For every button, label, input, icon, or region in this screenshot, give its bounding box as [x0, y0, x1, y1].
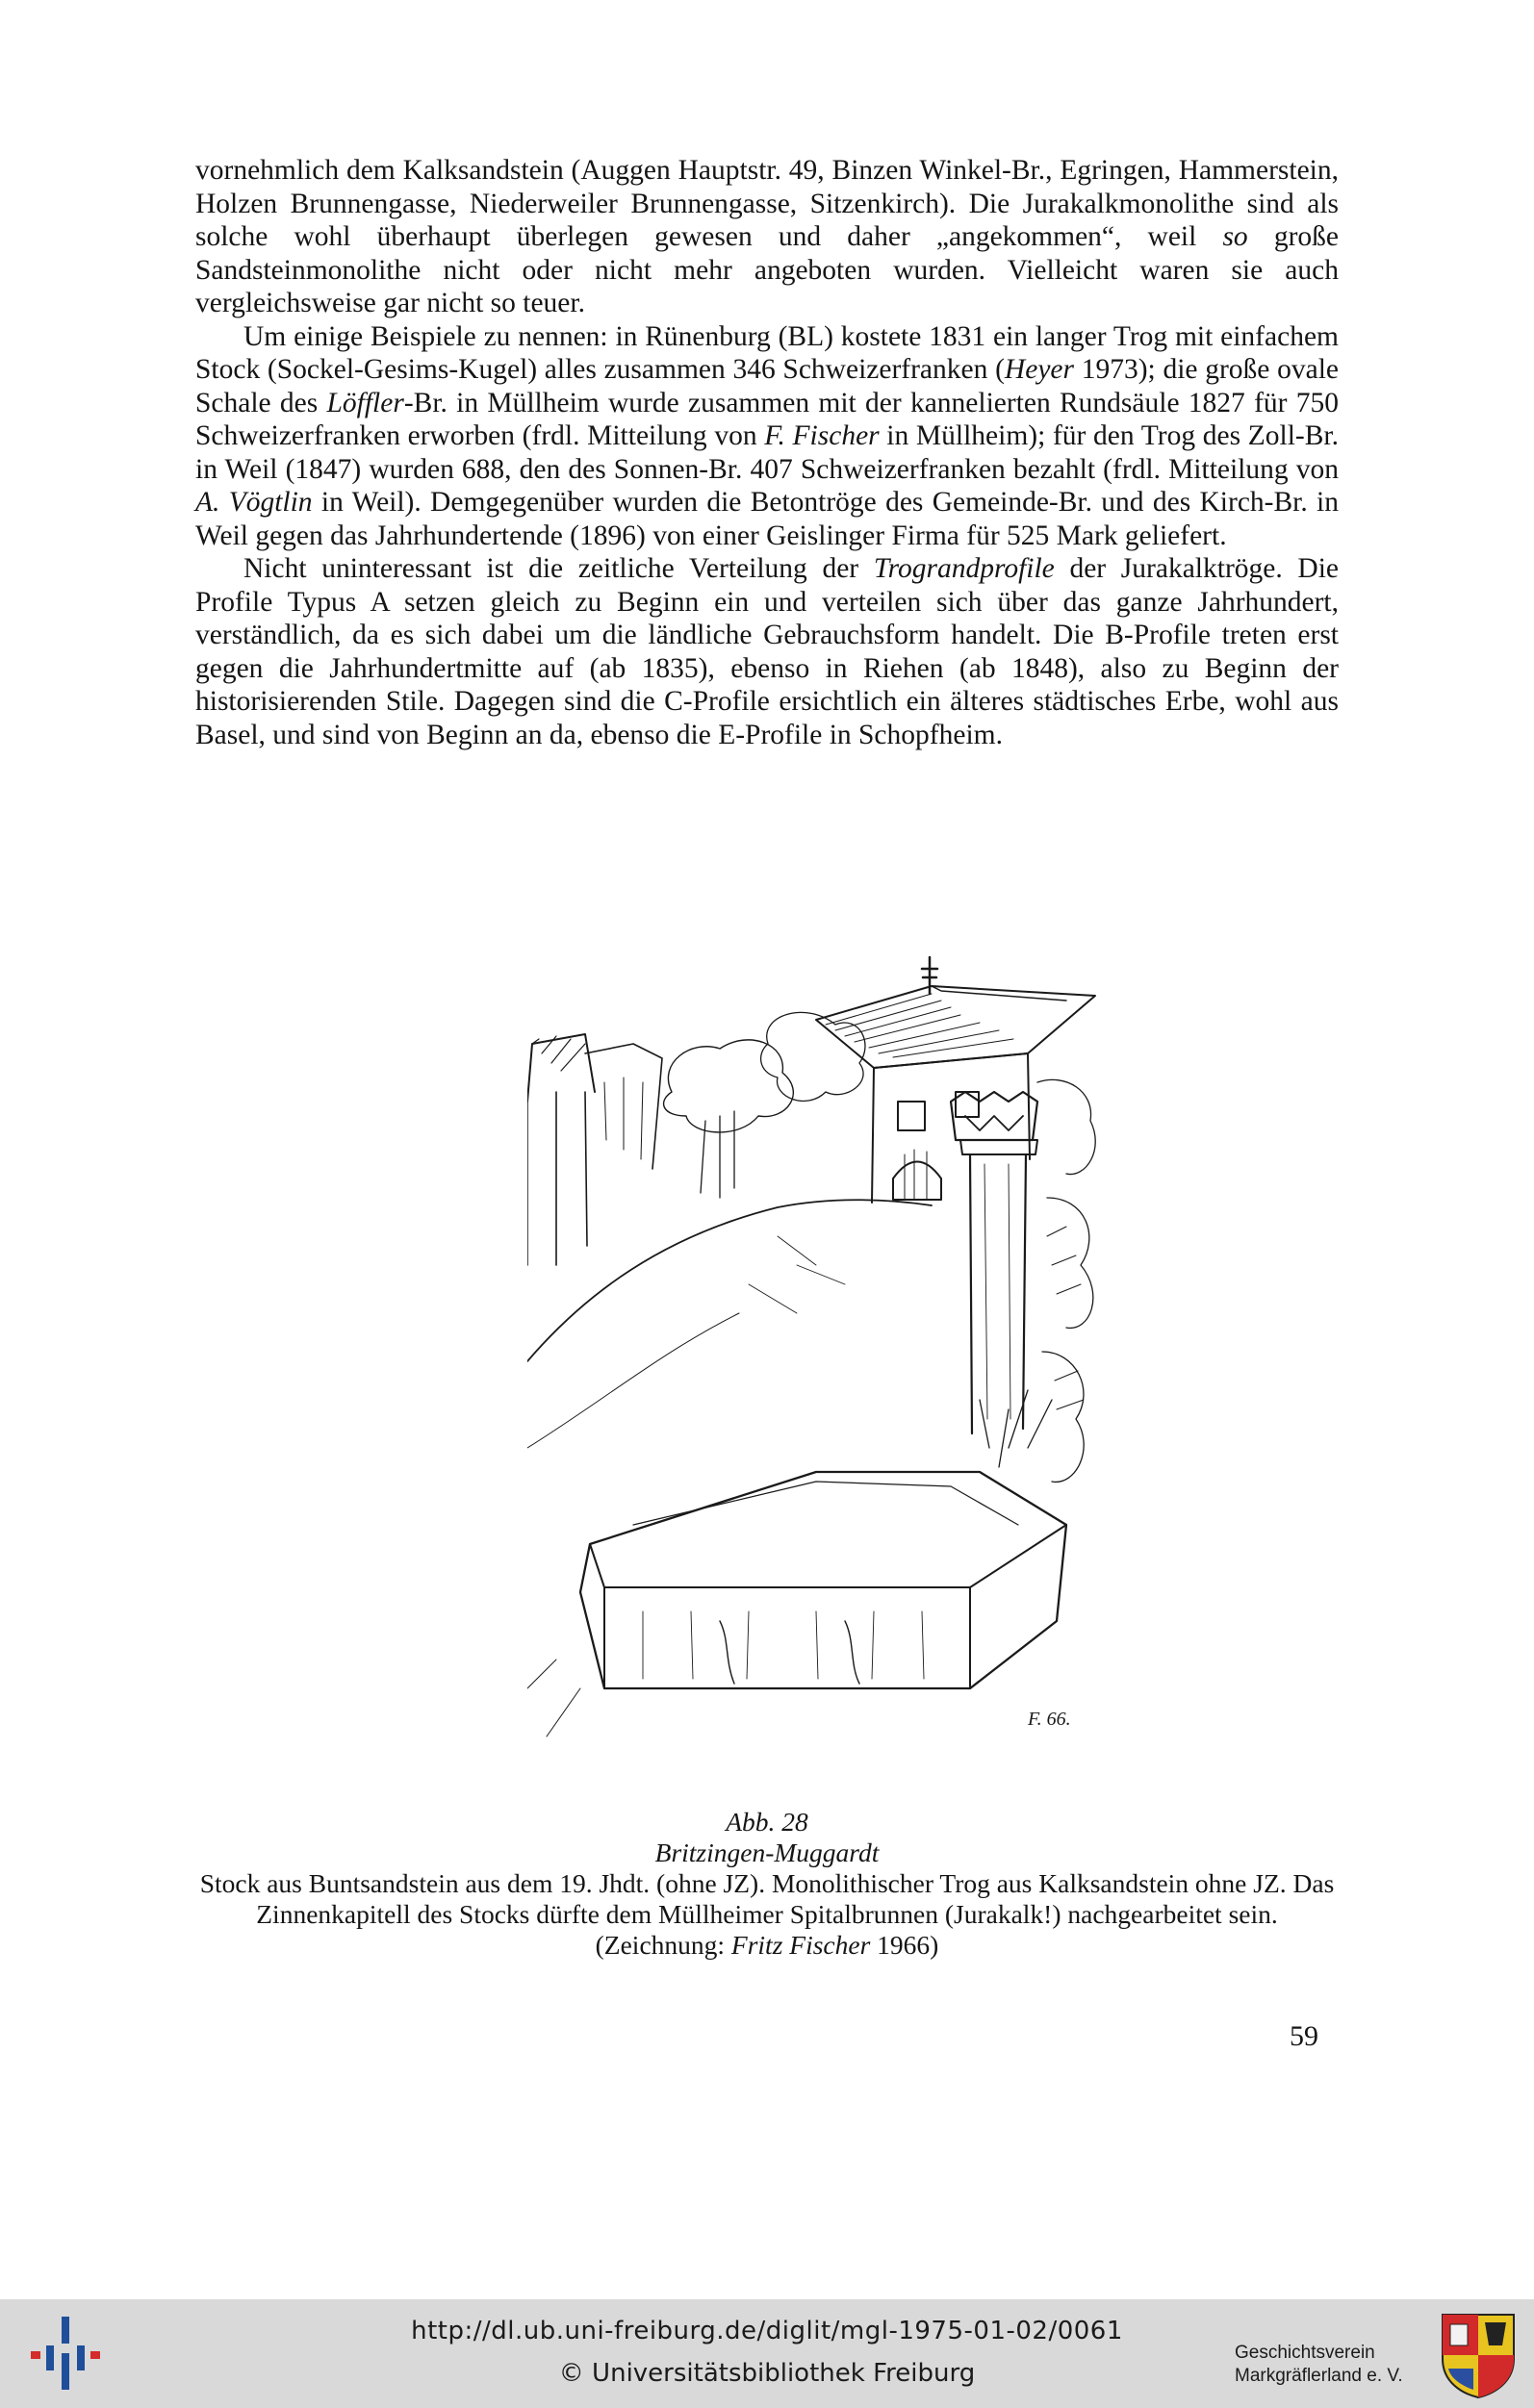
figure-credit: (Zeichnung: Fritz Fischer 1966)	[595, 1930, 939, 1960]
paragraph-2: Um einige Beispiele zu nennen: in Rünenburg (BL) kostete 1831 ein langer Trog mit einfachem Stock (Sockel-Gesims-Kugel) alles zusammen 346 Schweizerfranken (Heyer 1973); die große ovale Schale des Löffler-Br. in Müllheim wurde zusammen mit der kannelierten Rundsäule 1827 für 750 Schweizerfranken erworben (frdl. Mitteilung von F. Fischer in Müllheim); für den Trog des Zoll-Br. in Weil (1847) wurden 688, den des Sonnen-Br. 407 Schweizerfranken bezahlt (frdl. Mitteilung von A. Vögtlin in Weil). Demgegenüber wurden die Betontröge des Gemeinde-Br. und des Kirch-Br. in Weil gegen das Jahrhundertende (1896) von einer Geislinger Firma für 525 Mark geliefert.	[195, 320, 1339, 551]
figure-caption	[195, 1807, 1339, 1961]
artist-signature: F. 66.	[1028, 1709, 1071, 1730]
figure-description: Stock aus Buntsandstein aus dem 19. Jhdt. (ohne JZ). Monolithischer Trog aus Kalksandstein ohne JZ. Das Zinnenkapitell des Stocks dürfte dem Müllheimer Spitalbrunnen (Jurakalk!) nachgearbeitet sein.	[199, 1868, 1335, 1929]
society-name: Geschichtsverein Markgräflerland e. V.	[1235, 2343, 1403, 2386]
coat-of-arms-icon	[1439, 2311, 1518, 2399]
body-text	[195, 154, 1339, 751]
paragraph-3: Nicht uninteressant ist die zeitliche Verteilung der Trograndprofile der Jurakalktröge. Die Profile Typus A setzen gleich zu Beginn ein und verteilen sich über das ganze Jahrhundert, verständlich, da es sich dabei um die ländliche Gebrauchsform handelt. Die B-Profile treten erst gegen die Jahrhundertmitte auf (ab 1835), ebenso in Riehen (ab 1848), also zu Beginn der historisierenden Stile. Dagegen sind die C-Profile ersichtlich ein älteres städtisches Erbe, wohl aus Basel, und sind von Beginn an da, ebenso die E-Profile in Schopfheim.	[195, 553, 1340, 750]
figure-number: Abb. 28	[726, 1807, 808, 1837]
paragraph-1: vornehmlich dem Kalksandstein (Auggen Hauptstr. 49, Binzen Winkel-Br., Egringen, Hammerstein, Holzen Brunnengasse, Niederweiler Brunnengasse, Sitzenkirch). Die Jurakalkmonolithe sind als solche wohl überhaupt überlegen gewesen und daher „angekommen“, weil so große Sandsteinmonolithe nicht oder nicht mehr angeboten wurden. Vielleicht waren sie auch vergleichsweise gar nicht so teuer.	[195, 155, 1339, 318]
footer-bar	[0, 2299, 1534, 2408]
document-url[interactable]: http://dl.ub.uni-freiburg.de/diglit/mgl-1975-01-02/0061	[411, 2317, 1123, 2345]
ink-sketch-fountain	[527, 948, 1105, 1775]
figure-place: Britzingen-Muggardt	[654, 1838, 880, 1867]
page-number: 59	[1290, 2020, 1318, 2052]
copyright-notice: © Universitätsbibliothek Freiburg	[558, 2359, 976, 2388]
